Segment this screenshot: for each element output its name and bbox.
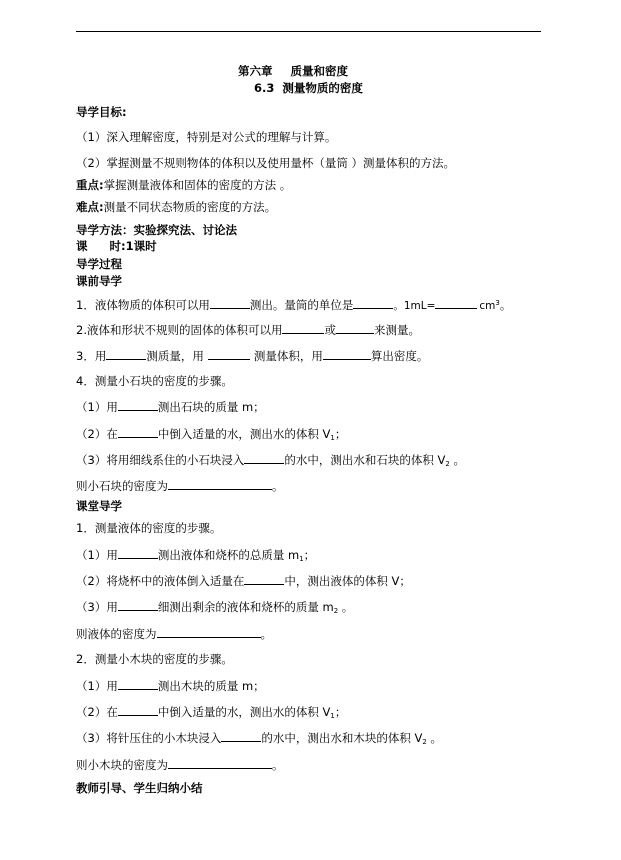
difficulty-point: 难点:测量不同状态物质的密度的方法。 [76,200,277,214]
period: 课 时:1课时 [76,239,157,253]
chapter-title: 第六章 质量和密度 [238,64,348,78]
liquid-result: 则液体的密度为 。 [76,627,272,641]
header-rule [76,31,541,32]
process-heading: 导学过程 [76,257,122,271]
pre-step-1: （1）用 测出石块的质量 m； [76,400,265,414]
wood-step-1: （1）用 测出木块的质量 m； [76,679,265,693]
pre-heading: 课前导学 [76,274,122,288]
class-q1: 1．测量液体的密度的步骤。 [76,521,222,535]
goal-1: （1）深入理解密度，特别是对公式的理解与计算。 [76,130,337,144]
summary-heading: 教师引导、学生归纳小结 [76,781,203,795]
key-point: 重点:掌握测量液体和固体的密度的方法 。 [76,178,292,192]
wood-step-3: （3）将针压住的小木块浸入 的水中，测出水和木块的体积 $V_2$ 。 [76,731,442,746]
pre-q1: 1．液体物质的体积可以用 测出。量筒的单位是 。$1mL= cm^3$。 [76,298,512,312]
method: 导学方法：实验探究法、讨论法 [76,223,237,237]
pre-result: 则小石块的密度为 。 [76,479,284,493]
pre-q3: 3．用 测质量，用 测量体积，用 算出密度。 [76,349,429,363]
goal-2: （2）掌握测量不规则物体的体积以及使用量杯（量筒 ）测量体积的方法。 [76,156,455,170]
class-heading: 课堂导学 [76,499,122,513]
pre-step-2: （2）在 中倒入适量的水，测出水的体积 $V_1$； [76,427,347,442]
wood-result: 则小木块的密度为 。 [76,758,284,772]
liquid-step-3: （3）用 细测出剩余的液体和烧杯的质量 $m_2$ 。 [76,600,354,615]
class-q2: 2．测量小木块的密度的步骤。 [76,652,233,666]
wood-step-2: （2）在 中倒入适量的水，测出水的体积 $V_1$； [76,705,347,720]
liquid-step-1: （1）用 测出液体和烧杯的总质量 $m_1$； [76,548,316,563]
section-title: 6.3 测量物质的密度 [254,81,363,95]
pre-step-3: （3）将用细线系住的小石块浸入 的水中，测出水和石块的体积 $V_2$ 。 [76,453,465,468]
pre-q4: 4．测量小石块的密度的步骤。 [76,374,233,388]
liquid-step-2: （2）将烧杯中的液体倒入适量在 中，测出液体的体积 V； [76,574,411,588]
goals-heading: 导学目标: [76,105,127,119]
pre-q2: 2.液体和形状不规则的固体的体积可以用 或 来测量。 [76,323,420,337]
